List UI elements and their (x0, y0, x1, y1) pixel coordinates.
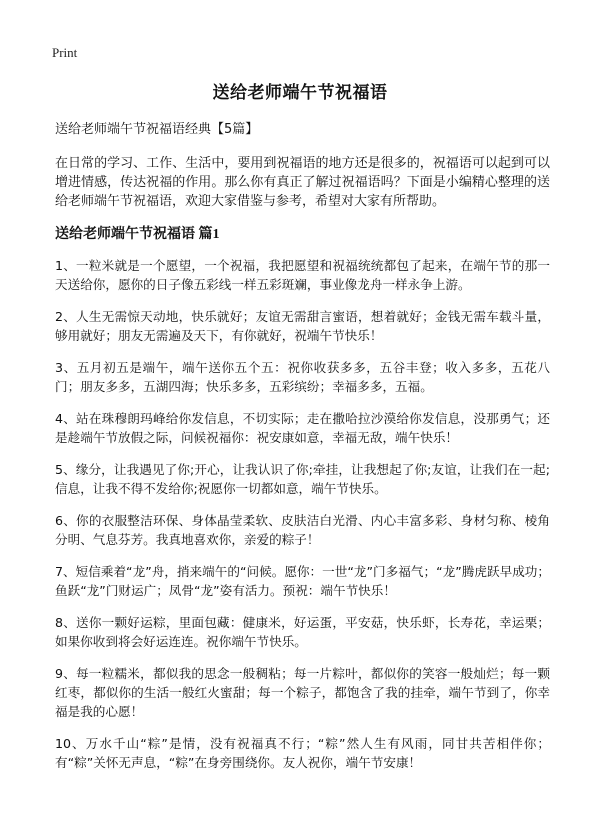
intro-paragraph: 在日常的学习、工作、生活中，要用到祝福语的地方还是很多的，祝福语可以起到可以增进情感，传达祝福的作用。那么你有真正了解过祝福语吗？下面是小编精心整理的送给老师端午节祝福语，欢迎大家借鉴与参考，希望对大家有所帮助。 (55, 156, 550, 209)
page-title: 送给老师端午节祝福语 (212, 83, 388, 103)
print-label: Print (52, 45, 78, 60)
list-item: 5、缘分，让我遇见了你;开心，让我认识了你;牵挂，让我想起了你;友谊，让我们在一起;信息，让我不得不发给你;祝愿你一切都如意，端午节快乐。 (55, 462, 550, 496)
list-item: 1、一粒米就是一个愿望，一个祝福，我把愿望和祝福统统都包了起来，在端午节的那一天送给你，愿你的日子像五彩线一样五彩斑斓，事业像龙舟一样永争上游。 (55, 258, 550, 292)
document-subtitle: 送给老师端午节祝福语经典【5篇】 (55, 122, 259, 137)
list-item: 6、你的衣服整洁环保、身体晶莹柔软、皮肤洁白光滑、内心丰富多彩、身材匀称、棱角分明、气息芬芳。我真地喜欢你，亲爱的粽子！ (55, 513, 550, 547)
document-body (55, 120, 550, 785)
list-item: 10、万水千山“粽”是情，没有祝福真不行；“粽”然人生有风雨，同甘共苦相伴你；有“粽”关怀无声息，“粽”在身旁围绕你。友人祝你，端午节安康！ (55, 736, 550, 770)
list-item: 3、五月初五是端午，端午送你五个五：祝你收获多多，五谷丰登；收入多多，五花八门；朋友多多，五湖四海；快乐多多，五彩缤纷；幸福多多，五福。 (55, 360, 550, 394)
list-item: 9、每一粒糯米，都似我的思念一般稠粘；每一片粽叶，都似你的笑容一般灿烂；每一颗红枣，都似你的生活一般红火蜜甜；每一个粽子，都饱含了我的挂牵，端午节到了，你幸福是我的心愿！ (55, 666, 550, 719)
list-item: 2、人生无需惊天动地，快乐就好；友谊无需甜言蜜语，想着就好；金钱无需车载斗量，够用就好；朋友无需遍及天下，有你就好，祝端午节快乐！ (55, 309, 550, 343)
list-item: 8、送你一颗好运粽，里面包藏：健康米，好运蛋，平安菇，快乐虾，长寿花，幸运栗；如果你收到将会好运连连。祝你端午节快乐。 (55, 615, 550, 649)
list-item: 7、短信乘着“龙”舟，捎来端午的“问候。愿你：一世“龙”门多福气；“龙”腾虎跃早成功；鱼跃“龙”门财运广；凤骨“龙”姿有活力。预祝：端午节快乐！ (55, 564, 550, 598)
section-heading: 送给老师端午节祝福语 篇1 (55, 227, 220, 242)
list-item: 4、站在珠穆朗玛峰给你发信息，不切实际；走在撒哈拉沙漠给你发信息，没那勇气；还是趁端午节放假之际，问候祝福你：祝安康如意，幸福无敌，端午快乐！ (55, 411, 550, 445)
